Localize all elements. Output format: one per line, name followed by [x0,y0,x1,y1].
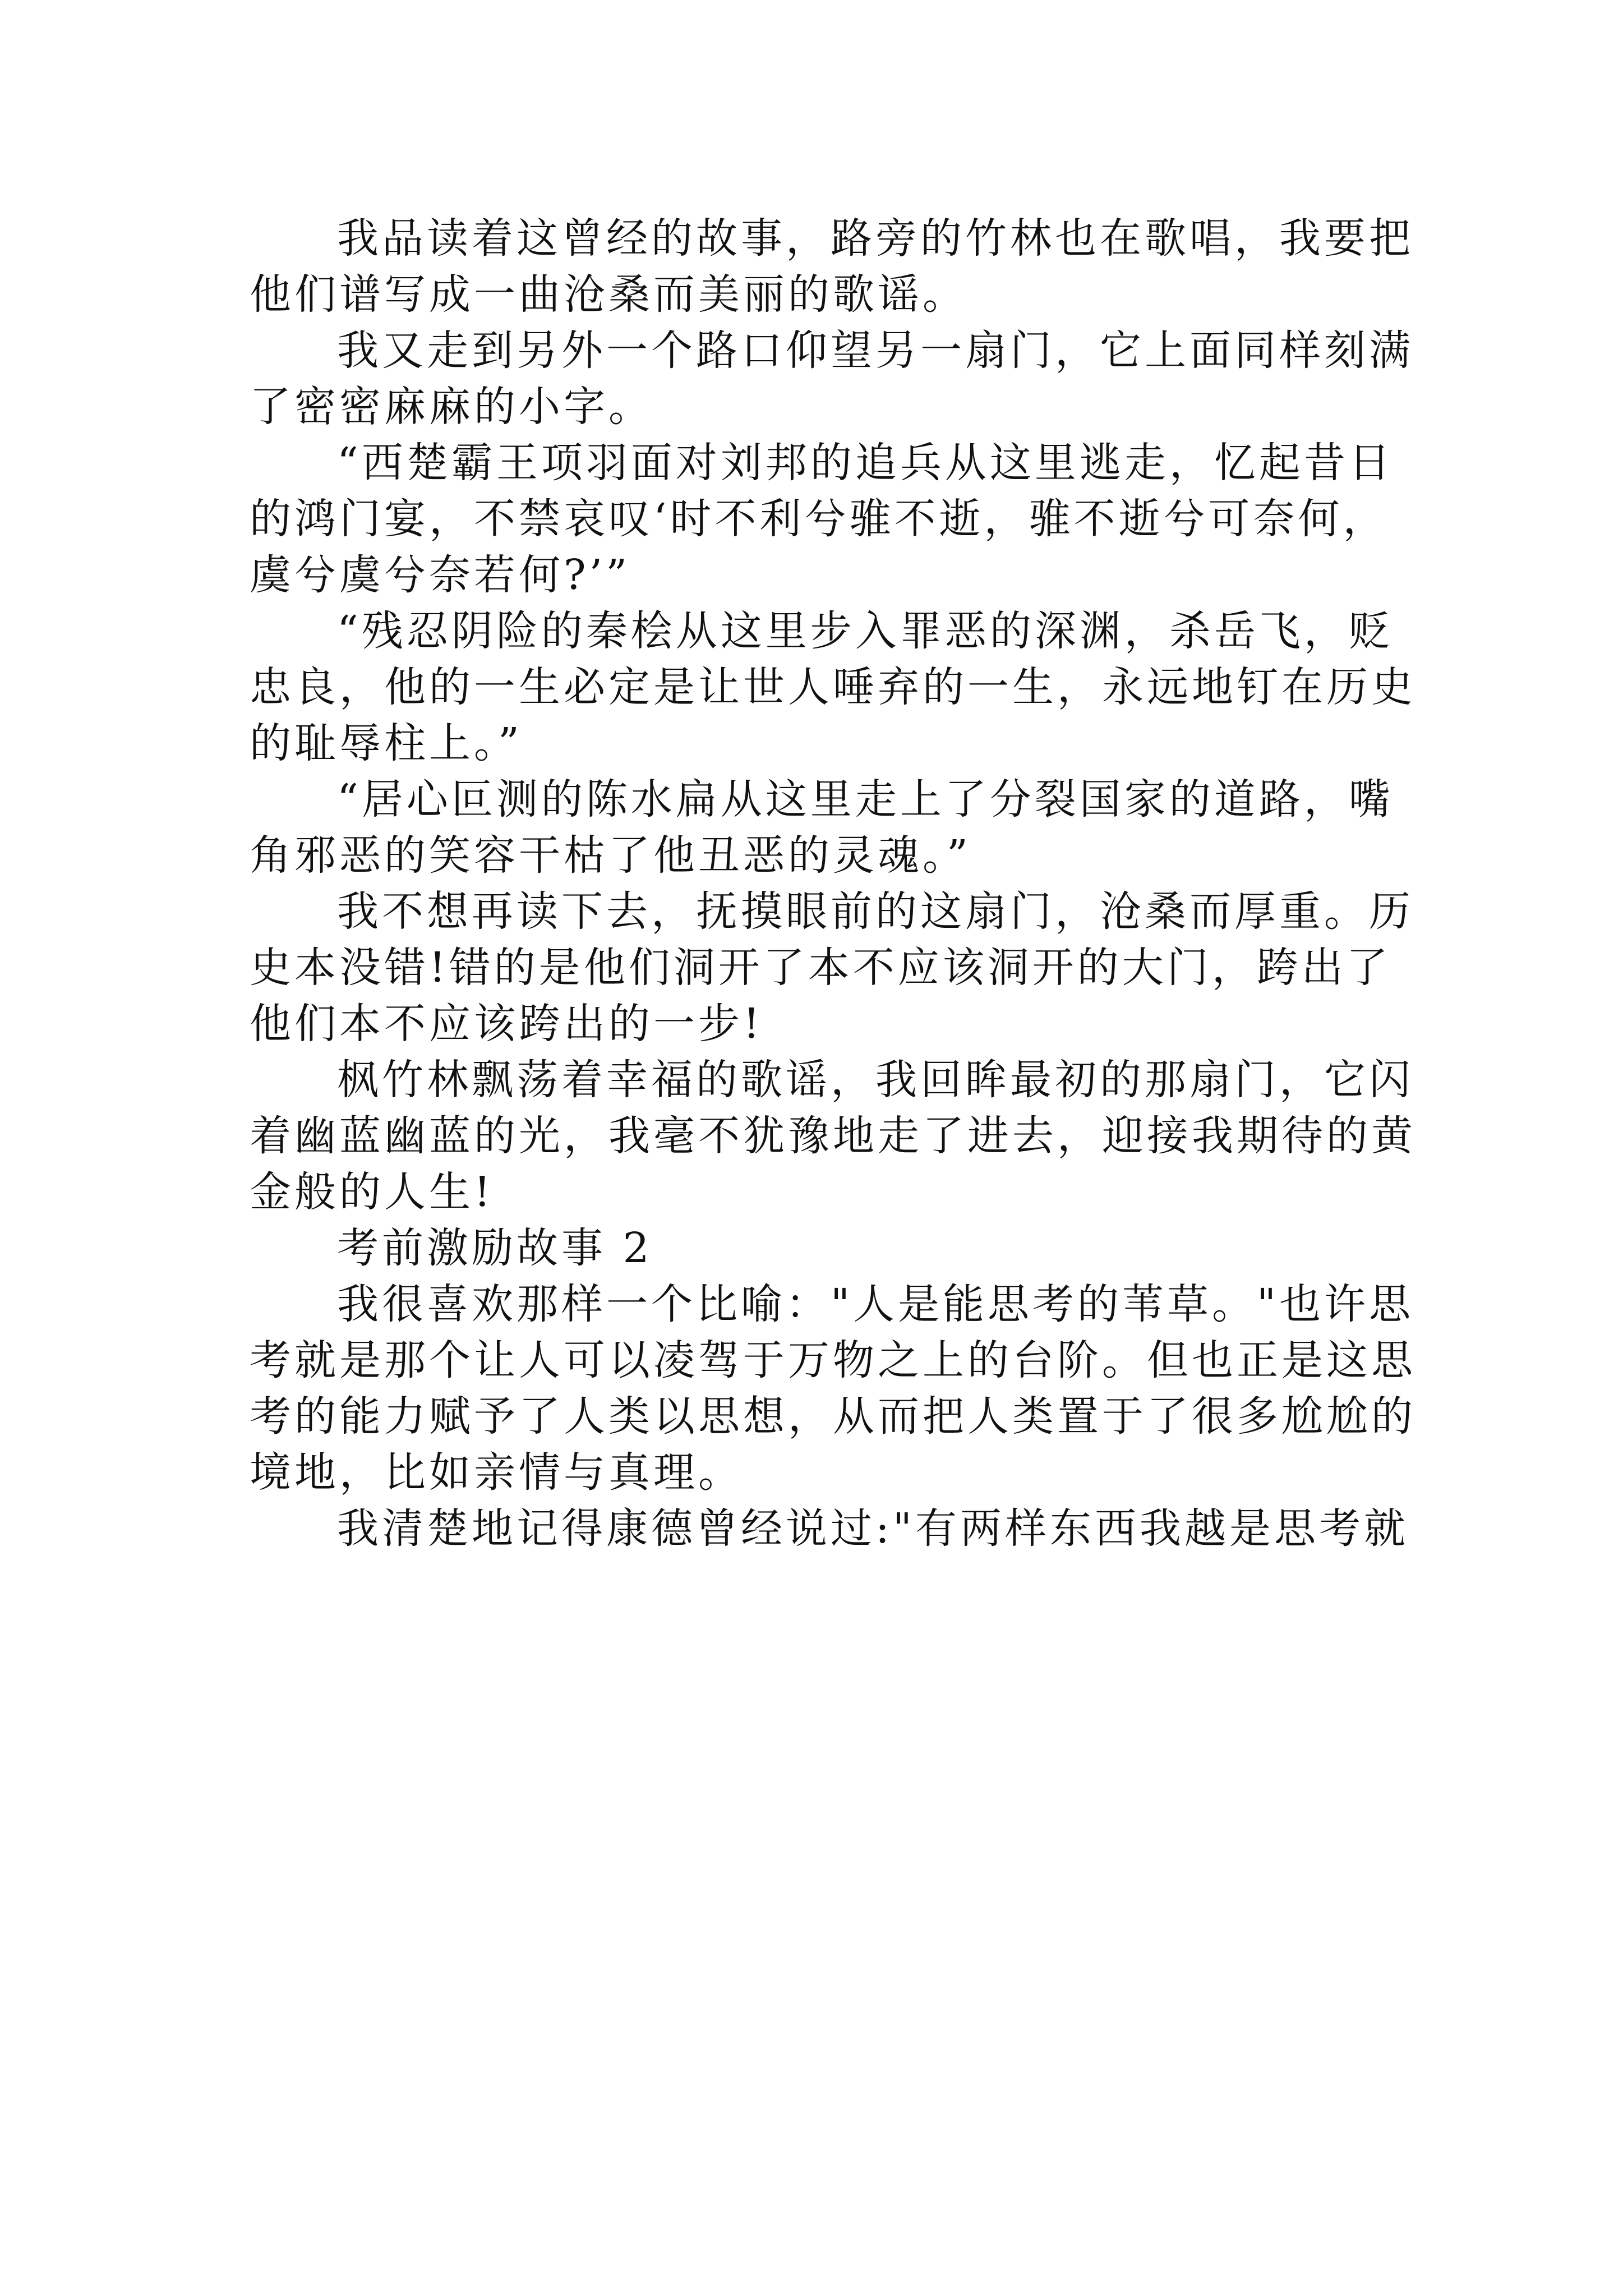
paragraph [250,435,1394,603]
text-line: 境地，比如亲情与真理。 [250,1448,743,1497]
paragraph [250,1052,1416,1220]
text-line: 虞兮虞兮奈若何?’” [250,551,631,599]
text-line: 我很喜欢那样一个比喻："人是能思考的苇草。"也许思 [337,1280,1414,1328]
paragraph [250,1501,1409,1557]
text-line: 他们本不应该跨出的一步! [250,1000,763,1048]
text-line: 他们谱写成一曲沧桑而美丽的歌谣。 [250,270,967,319]
text-line: 我清楚地记得康德曾经说过:"有两样东西我越是思考就 [337,1504,1409,1553]
paragraph [250,323,1414,435]
text-line: “西楚霸王项羽面对刘邦的追兵从这里逃走，忆起昔日 [337,439,1394,487]
text-line: 我不想再读下去，抚摸眼前的这扇门，沧桑而厚重。历 [337,887,1414,936]
text-line: “居心叵测的陈水扁从这里走上了分裂国家的道路，嘴 [337,775,1394,823]
paragraph [250,884,1414,1052]
text-line: 了密密麻麻的小字。 [250,383,653,431]
document-body [250,210,1416,1557]
text-line: 我品读着这曾经的故事，路旁的竹林也在歌唱，我要把 [337,214,1414,263]
text-line: “残忍阴险的秦桧从这里步入罪恶的深渊，杀岳飞，贬 [337,607,1394,655]
section-heading [250,1220,1394,1276]
text-line: 考的能力赋予了人类以思想，从而把人类置于了很多尬尬的 [250,1392,1416,1441]
text-line: 我又走到另外一个路口仰望另一扇门，它上面同样刻满 [337,326,1414,375]
paragraph [250,1276,1416,1501]
paragraph [250,771,1394,884]
text-line: 忠良，他的一生必定是让世人唾弃的一生，永远地钉在历史 [250,663,1416,711]
heading-line: 考前激励故事 2 [337,1224,653,1272]
text-line: 着幽蓝幽蓝的光，我毫不犹豫地走了进去，迎接我期待的黄 [250,1112,1416,1160]
text-line: 金般的人生! [250,1168,494,1216]
paragraph [250,210,1414,323]
text-line: 考就是那个让人可以凌驾于万物之上的台阶。但也正是这思 [250,1336,1416,1384]
paragraph [250,603,1416,771]
text-line: 的耻辱柱上。” [250,719,523,767]
text-line: 角邪恶的笑容干枯了他丑恶的灵魂。” [250,831,971,880]
text-line: 的鸿门宴，不禁哀叹‘时不利兮骓不逝，骓不逝兮可奈何， [250,495,1388,543]
text-line: 枫竹林飘荡着幸福的歌谣，我回眸最初的那扇门，它闪 [337,1056,1414,1104]
text-line: 史本没错!错的是他们洞开了本不应该洞开的大门，跨出了 [250,944,1391,992]
